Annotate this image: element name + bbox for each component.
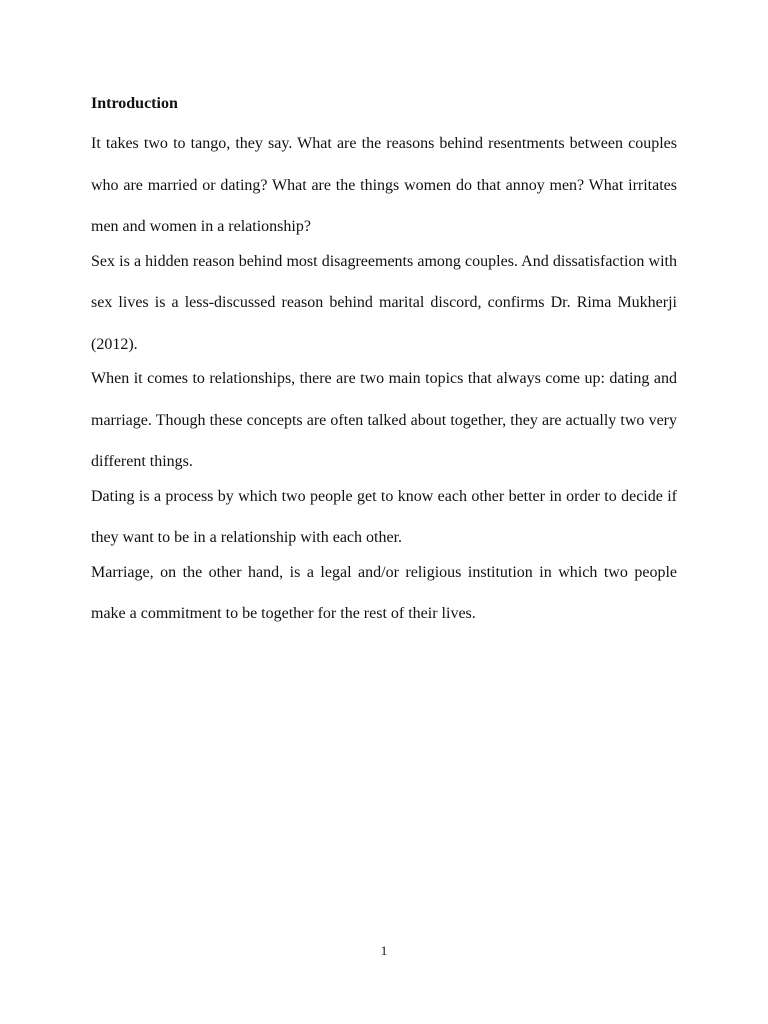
paragraph-1: It takes two to tango, they say. What are the reasons behind resentments between couples who are married or dating? What are the things women do that annoy men? What irritates men and women in a relationship? xyxy=(91,135,677,235)
page-number: 1 xyxy=(380,943,388,958)
paragraph-2: Sex is a hidden reason behind most disagreements among couples. And dissatisfaction with sex lives is a less-discussed reason behind marital discord, confirms Dr. Rima Mukherji (2012). xyxy=(91,252,677,353)
paragraph-4: Dating is a process by which two people get to know each other better in order to decide if they want to be in a relationship with each other. xyxy=(91,487,677,546)
document-body xyxy=(91,92,677,635)
section-heading: Introduction xyxy=(91,95,178,112)
paragraph-3: When it comes to relationships, there are two main topics that always come up: dating and marriage. Though these concepts are often talked about together, they are actually two very different things. xyxy=(91,370,677,470)
paragraph-5: Marriage, on the other hand, is a legal and/or religious institution in which two people make a commitment to be together for the rest of their lives. xyxy=(91,563,677,622)
